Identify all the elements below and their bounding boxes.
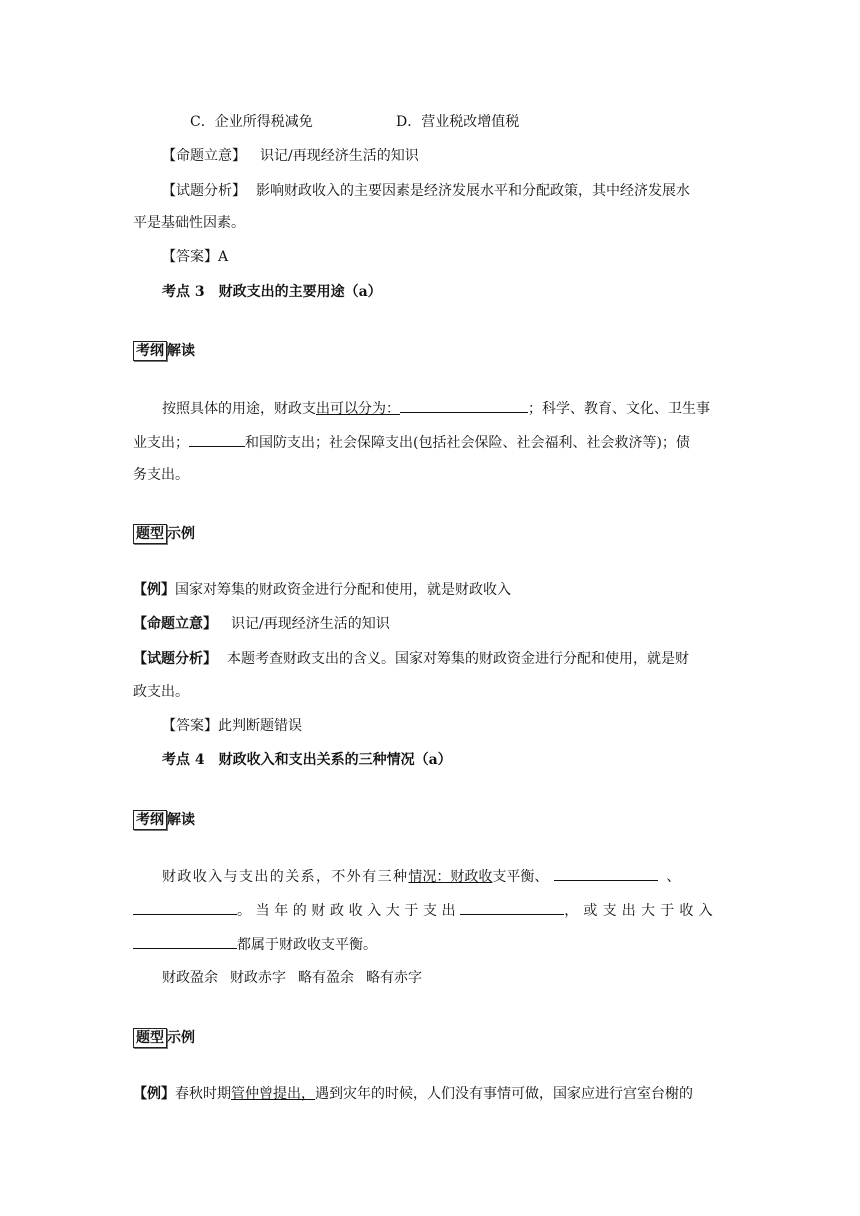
intent-row-3 [133, 614, 390, 634]
section-3-title: 考点 3 财政支出的主要用途（a） [162, 284, 382, 300]
para-3-line-2 [133, 432, 690, 453]
para-3-line-3: 务支出。 [133, 467, 189, 483]
analysis-text-cont: 平是基础性因素。 [133, 215, 245, 231]
para-text: 和国防支出；社会保障支出(包括社会保险、社会福利、社会救济等)；债 [245, 435, 690, 451]
para-text: 都属于财政收支平衡。 [237, 937, 377, 953]
outline-heading-3 [133, 341, 195, 361]
example-box: 题型 [133, 524, 167, 544]
analysis-text: 影响财政收入的主要因素是经济发展水平和分配政策，其中经济发展水 [256, 183, 690, 199]
outline-box: 考纲 [133, 810, 167, 830]
intent-label: 【命题立意】 [133, 616, 217, 632]
answer-word: 财政盈余 [162, 970, 218, 986]
fill-blank [133, 934, 237, 949]
option-d: D．营业税改增值税 [396, 114, 520, 130]
fill-blank [400, 398, 528, 413]
answer-word: 略有盈余 [298, 970, 354, 986]
fill-blank [460, 900, 564, 915]
fill-blank [189, 432, 245, 447]
analysis-row-3 [133, 649, 689, 669]
intent-text: 识记/再现经济生活的知识 [231, 616, 390, 632]
outline-suffix: 解读 [167, 343, 195, 359]
analysis-label: 【试题分析】 [162, 183, 246, 199]
para-text: 。当年的财政收入大于支出 [237, 903, 461, 919]
analysis-row-1 [162, 181, 690, 201]
para-text: 支平衡、 [492, 869, 549, 885]
para-4-line-1 [162, 866, 680, 887]
outline-suffix: 解读 [167, 812, 195, 828]
fill-blank [133, 900, 237, 915]
example-text: 春秋时期 [175, 1086, 231, 1102]
option-c: C．企业所得税减免 [190, 114, 313, 130]
answer-word: 财政赤字 [230, 970, 286, 986]
para-text: 财政收入与支出的关系，不外有三种 [162, 869, 409, 885]
underlined-text: 情况：财政收 [408, 869, 493, 885]
section-4-title: 考点 4 财政收入和支出关系的三种情况（a） [162, 752, 452, 768]
underlined-text: 管仲曾提出， [231, 1086, 315, 1102]
answer-1: 【答案】A [162, 249, 229, 265]
para-text: 业支出； [133, 435, 189, 451]
example-text: 国家对筹集的财政资金进行分配和使用，就是财政收入 [175, 582, 511, 598]
example-label: 【例】 [133, 1086, 175, 1102]
answer-words [162, 968, 422, 988]
para-4-line-2 [133, 900, 718, 921]
para-text: 按照具体的用途，财政支 [162, 401, 316, 417]
intent-text: 识记/再现经济生活的知识 [260, 148, 419, 164]
example-heading-3 [133, 524, 195, 544]
example-text: 遇到灾年的时候，人们没有事情可做，国家应进行宫室台榭的 [315, 1086, 693, 1102]
example-3 [133, 580, 511, 600]
example-heading-4 [133, 1028, 195, 1048]
answer-3: 【答案】此判断题错误 [162, 718, 302, 734]
example-box: 题型 [133, 1028, 167, 1048]
answer-word: 略有赤字 [366, 970, 422, 986]
intent-row-1 [162, 146, 419, 166]
para-text: 、 [666, 869, 681, 885]
analysis-text-cont: 政支出。 [133, 684, 189, 700]
intent-label: 【命题立意】 [162, 148, 246, 164]
para-3-line-1 [162, 398, 710, 419]
fill-blank [554, 866, 658, 881]
analysis-label: 【试题分析】 [133, 651, 217, 667]
para-4-line-3 [133, 934, 377, 955]
para-text: ，或支出大于收入 [564, 903, 718, 919]
outline-heading-4 [133, 810, 195, 830]
underlined-text: 出可以分为： [316, 401, 400, 417]
example-4 [133, 1084, 693, 1104]
example-label: 【例】 [133, 582, 175, 598]
analysis-text: 本题考查财政支出的含义。国家对筹集的财政资金进行分配和使用，就是财 [227, 651, 689, 667]
example-suffix: 示例 [167, 1030, 195, 1046]
example-suffix: 示例 [167, 526, 195, 542]
outline-box: 考纲 [133, 341, 167, 361]
para-text: ；科学、教育、文化、卫生事 [528, 401, 710, 417]
